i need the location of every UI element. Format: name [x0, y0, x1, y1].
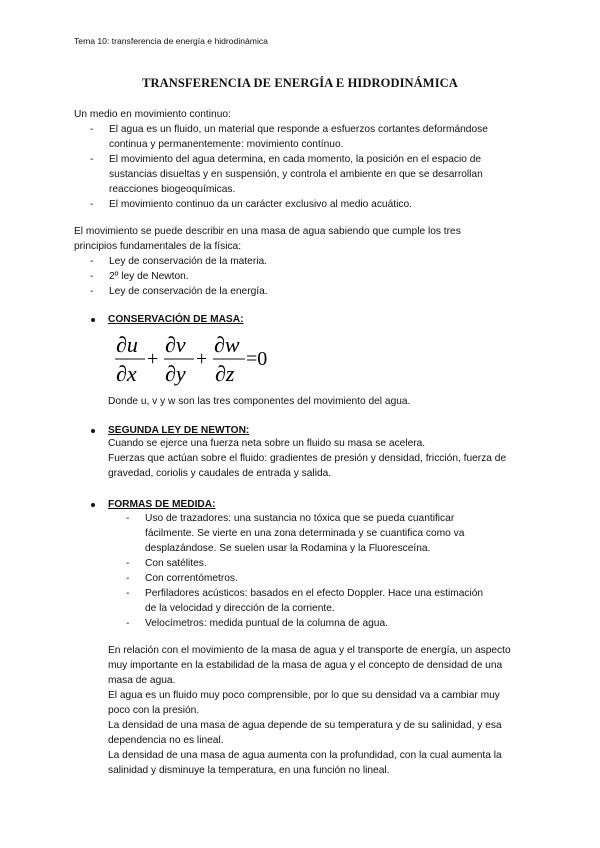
- equals-zero: =0: [246, 348, 268, 370]
- paragraph: El agua es un fluido muy poco comprensible, por lo que su densidad va a cambiar muy poco con la presión.: [108, 690, 500, 716]
- list-item: - Velocímetros: medida puntual de la columna de agua.: [124, 616, 494, 631]
- list-item: - Con correntómetros.: [124, 571, 494, 586]
- list-item: - Ley de conservación de la energía.: [88, 284, 508, 299]
- section-title: FORMAS DE MEDIDA:: [108, 499, 216, 510]
- paragraph: La densidad de una masa de agua depende de su temperatura y de su salinidad, y esa dependencia no es lineal.: [108, 720, 502, 746]
- plus-sign: +: [147, 348, 159, 370]
- equation-term: ∂u: [116, 332, 138, 357]
- list-item: - El movimiento continuo da un carácter exclusivo al medio acuático.: [88, 197, 518, 212]
- intro-lead: Un medio en movimiento continuo:: [74, 109, 231, 120]
- equation-term: ∂y: [165, 361, 186, 386]
- list-item: - Con satélites.: [124, 556, 494, 571]
- list-item: - Perfiladores acústicos: basados en el efecto Doppler. Hace una estimación de la velocidad y dirección de la corriente.: [124, 586, 494, 616]
- newton-text: [108, 436, 528, 481]
- measure-list: [124, 511, 494, 631]
- equation-term: ∂v: [165, 332, 186, 357]
- equation-term: ∂z: [215, 361, 235, 386]
- principles-list: [88, 254, 508, 299]
- principles-lead: El movimiento se puede describir en una masa de agua sabiendo que cumple los tres principios fundamentales de la física:: [74, 226, 461, 252]
- paragraph: Cuando se ejerce una fuerza neta sobre un fluido su masa se acelera.: [108, 438, 426, 449]
- continuity-equation: [114, 330, 284, 386]
- paragraph: La densidad de una masa de agua aumenta con la profundidad, con la cual aumenta la salinidad y disminuye la temperatura, en una función no lineal.: [108, 750, 502, 776]
- list-item: - El agua es un fluido, un material que responde a esfuerzos cortantes deformándose continua y permanentemente: movimiento contínuo.: [88, 122, 518, 152]
- section-title: CONSERVACIÓN DE MASA:: [108, 314, 244, 325]
- page-header: Tema 10: transferencia de energía e hidrodinámica: [74, 36, 268, 46]
- equation-note: Donde u, v y w son las tres componentes del movimiento del agua.: [108, 396, 411, 407]
- list-item: - 2º ley de Newton.: [88, 269, 508, 284]
- paragraph: Fuerzas que actúan sobre el fluido: gradientes de presión y densidad, fricción, fuerza de gravedad, coriolis y caudales de entrada y salida.: [108, 453, 507, 479]
- equation-term: ∂x: [116, 361, 137, 386]
- list-item: - El movimiento del agua determina, en cada momento, la posición en el espacio de sustancias disueltas y en suspensión, y controla el ambiente en que se desarrollan reacciones biogeoquímicas.: [88, 152, 518, 197]
- intro-list: [88, 122, 518, 212]
- bullet-icon: [91, 503, 95, 507]
- list-item: - Uso de trazadores: una sustancia no tóxica que se pueda cuantificar fácilmente. Se vierte en una zona determinada y se cuantifica como va desplazándose. Se suelen usar la Rodamina y la Fluoresceína.: [124, 511, 494, 556]
- document-title: TRANSFERENCIA DE ENERGÍA E HIDRODINÁMICA: [142, 76, 458, 90]
- section-mass: [90, 312, 243, 327]
- section-title: SEGUNDA LEY DE NEWTON:: [108, 425, 250, 436]
- closing-text: [108, 643, 523, 778]
- bullet-icon: [91, 318, 95, 322]
- list-item: - Ley de conservación de la materia.: [88, 254, 508, 269]
- equation-term: ∂w: [214, 332, 240, 357]
- paragraph: En relación con el movimiento de la masa de agua y el transporte de energía, un aspecto muy importante en la estabilidad de la masa de agua y el concepto de densidad de una masa de agua.: [108, 645, 511, 686]
- section-measure: [90, 497, 216, 512]
- plus-sign: +: [196, 348, 208, 370]
- bullet-icon: [91, 429, 95, 433]
